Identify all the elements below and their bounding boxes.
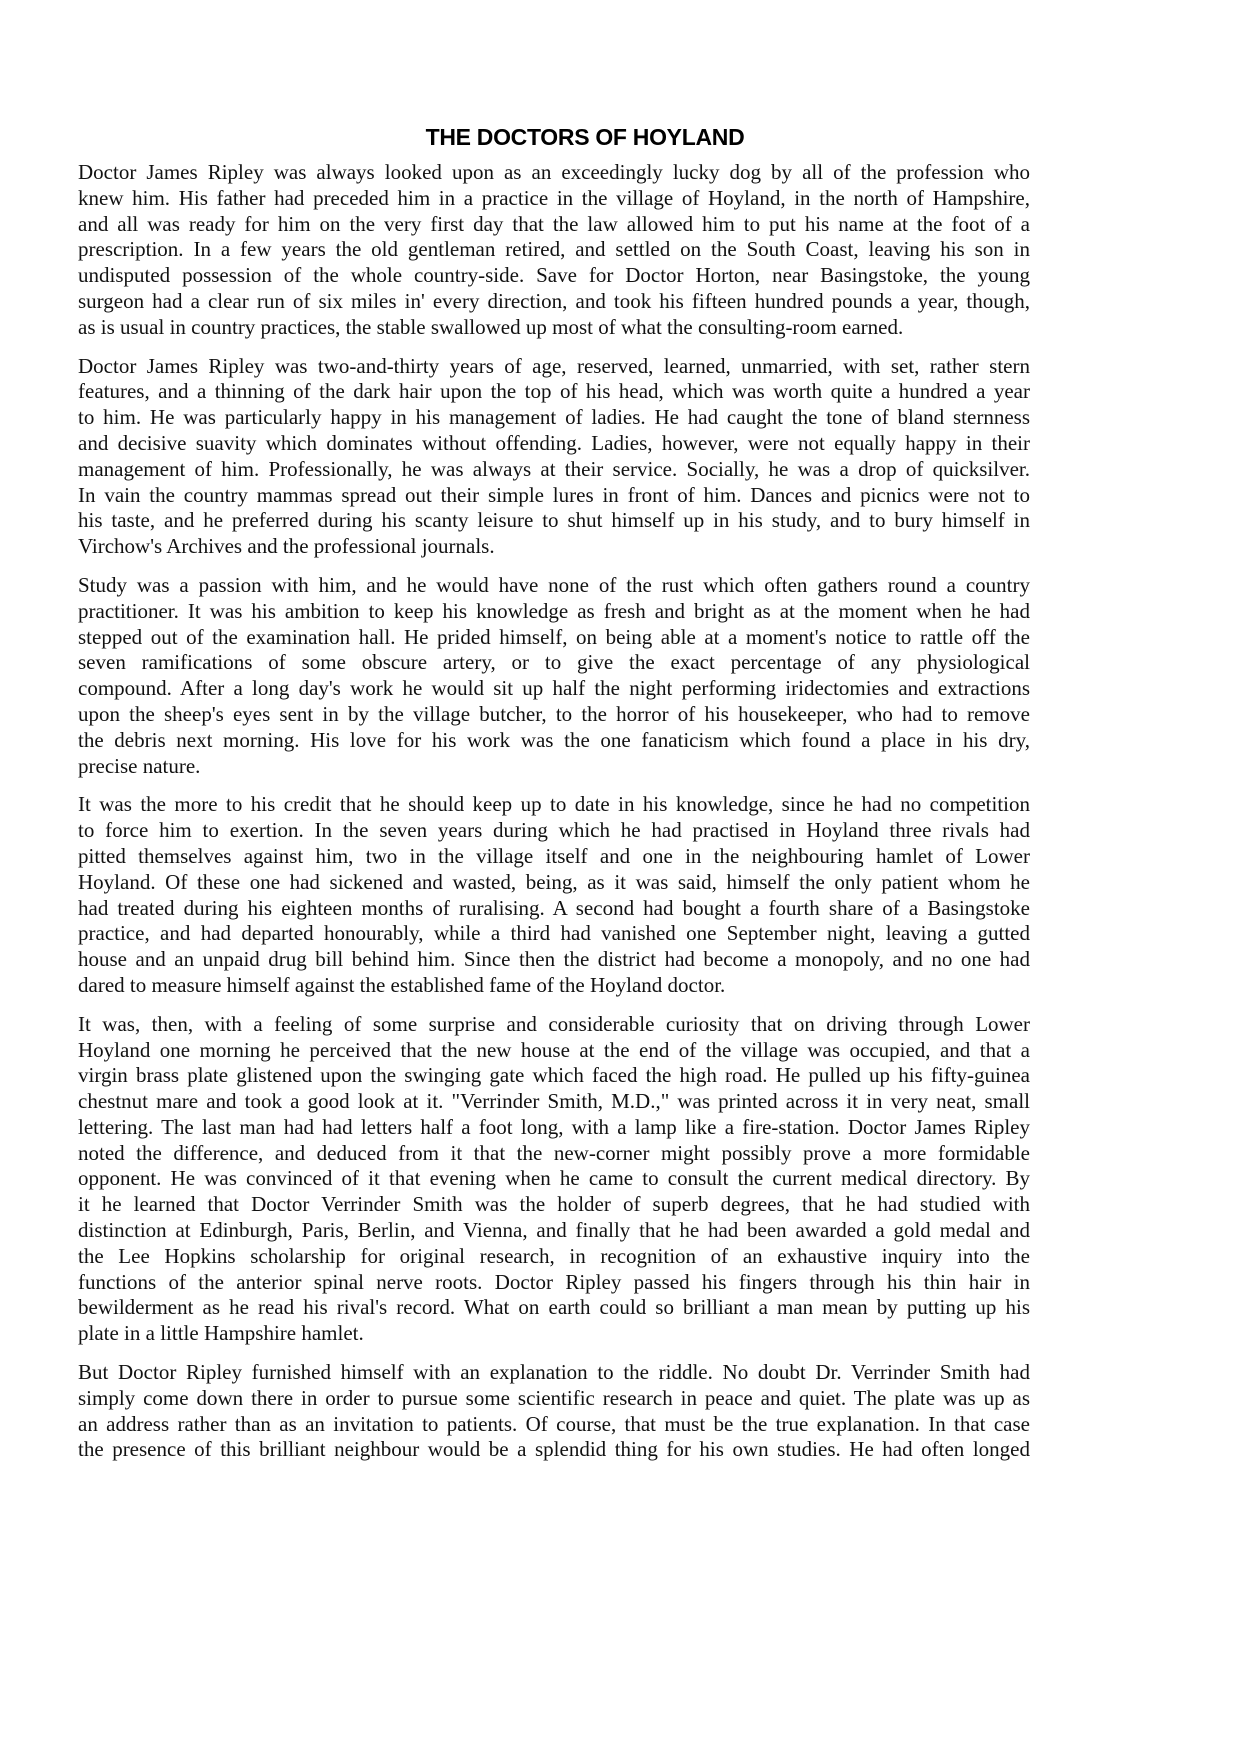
text-line: his taste, and he preferred during his scanty leisure to shut himself up in his study, and to bury himself in: [78, 508, 1030, 533]
text-line: Doctor James Ripley was always looked upon as an exceedingly lucky dog by all of the profession who: [78, 160, 1030, 184]
paragraph: [78, 792, 1030, 998]
text-line: to force him to exertion. In the seven years during which he had practised in Hoyland three rivals had: [78, 818, 1030, 843]
text-line: it he learned that Doctor Verrinder Smith was the holder of superb degrees, that he had studied with: [78, 1192, 1030, 1217]
text-line: noted the difference, and deduced from it that the new-corner might possibly prove a more formidable: [78, 1140, 1030, 1165]
text-line: pitted themselves against him, two in the village itself and one in the neighbouring hamlet of Lower: [78, 843, 1030, 868]
text-line: seven ramifications of some obscure artery, or to give the exact percentage of any physiological: [78, 650, 1030, 675]
text-line: had treated during his eighteen months of ruralising. A second had bought a fourth share of a Basingstoke: [78, 895, 1030, 920]
text-line: In vain the country mammas spread out their simple lures in front of him. Dances and picnics were not to: [78, 482, 1030, 507]
text-line: Study was a passion with him, and he would have none of the rust which often gathers round a country: [78, 572, 1030, 597]
text-line: and decisive suavity which dominates without offending. Ladies, however, were not equally happy in their: [78, 430, 1030, 455]
text-line: the presence of this brilliant neighbour would be a splendid thing for his own studies. He had often longed: [78, 1437, 1030, 1462]
text-line: precise nature.: [78, 753, 201, 778]
text-line: virgin brass plate glistened upon the swinging gate which faced the high road. He pulled up his fifty-guinea: [78, 1063, 1030, 1088]
text-line: bewilderment as he read his rival's record. What on earth could so brilliant a man mean by putting up his: [78, 1295, 1030, 1320]
text-line: It was, then, with a feeling of some surprise and considerable curiosity that on driving through Lower: [78, 1011, 1030, 1036]
text-line: Hoyland one morning he perceived that the new house at the end of the village was occupied, and that a: [78, 1037, 1030, 1062]
text-line: compound. After a long day's work he would sit up half the night performing iridectomies and extractions: [78, 676, 1030, 701]
paragraph: [78, 160, 1030, 341]
text-line: an address rather than as an invitation to patients. Of course, that must be the true explanation. In that case: [78, 1411, 1030, 1436]
document-title: THE DOCTORS OF HOYLAND: [425, 124, 745, 150]
paragraph: [78, 573, 1030, 779]
text-line: undisputed possession of the whole country-side. Save for Doctor Horton, near Basingstoke, the young: [78, 263, 1030, 288]
text-line: upon the sheep's eyes sent in by the village butcher, to the horror of his housekeeper, who had to remove: [78, 701, 1030, 726]
text-line: Hoyland. Of these one had sickened and wasted, being, as it was said, himself the only patient whom he: [78, 869, 1030, 894]
text-line: Virchow's Archives and the professional journals.: [78, 534, 495, 559]
text-line: prescription. In a few years the old gentleman retired, and settled on the South Coast, leaving his son in: [78, 237, 1030, 262]
text-line: opponent. He was convinced of it that evening when he came to consult the current medical directory. By: [78, 1166, 1030, 1191]
text-line: house and an unpaid drug bill behind him. Since then the district had become a monopoly, and no one had: [78, 947, 1030, 972]
text-line: simply come down there in order to pursue some scientific research in peace and quiet. The plate was up as: [78, 1385, 1030, 1410]
text-line: stepped out of the examination hall. He prided himself, on being able at a moment's notice to rattle off the: [78, 624, 1030, 649]
paragraph: [78, 1012, 1030, 1347]
text-line: the debris next morning. His love for his work was the one fanaticism which found a place in his dry,: [78, 727, 1030, 752]
text-line: as is usual in country practices, the stable swallowed up most of what the consulting-room earned.: [78, 314, 904, 339]
text-line: functions of the anterior spinal nerve roots. Doctor Ripley passed his fingers through his thin hair in: [78, 1269, 1030, 1294]
text-line: to him. He was particularly happy in his management of ladies. He had caught the tone of bland sternness: [78, 405, 1030, 430]
text-line: plate in a little Hampshire hamlet.: [78, 1321, 364, 1346]
text-line: management of him. Professionally, he was always at their service. Socially, he was a drop of quicksilver.: [78, 456, 1030, 481]
text-line: distinction at Edinburgh, Paris, Berlin, and Vienna, and finally that he had been awarded a gold medal and: [78, 1218, 1030, 1243]
text-line: lettering. The last man had had letters half a foot long, with a lamp like a fire-station. Doctor James Ripley: [78, 1114, 1030, 1139]
text-line: surgeon had a clear run of six miles in' every direction, and took his fifteen hundred pounds a year, though,: [78, 288, 1030, 313]
text-line: and all was ready for him on the very first day that the law allowed him to put his name at the foot of a: [78, 211, 1030, 236]
text-line: practitioner. It was his ambition to keep his knowledge as fresh and bright as at the moment when he had: [78, 598, 1030, 623]
document-body: [78, 160, 1030, 1476]
text-line: It was the more to his credit that he should keep up to date in his knowledge, since he had no competition: [78, 792, 1030, 817]
text-line: Doctor James Ripley was two-and-thirty years of age, reserved, learned, unmarried, with set, rather stern: [78, 353, 1030, 378]
text-line: But Doctor Ripley furnished himself with an explanation to the riddle. No doubt Dr. Verrinder Smith had: [78, 1360, 1030, 1385]
text-line: features, and a thinning of the dark hair upon the top of his head, which was worth quite a hundred a year: [78, 379, 1030, 404]
text-line: dared to measure himself against the established fame of the Hoyland doctor.: [78, 972, 726, 997]
paragraph: [78, 1360, 1030, 1463]
paragraph: [78, 354, 1030, 560]
text-line: knew him. His father had preceded him in a practice in the village of Hoyland, in the north of Hampshire,: [78, 185, 1030, 210]
text-line: the Lee Hopkins scholarship for original research, in recognition of an exhaustive inquiry into the: [78, 1243, 1030, 1268]
text-line: chestnut mare and took a good look at it. "Verrinder Smith, M.D.," was printed across it in very neat, small: [78, 1089, 1030, 1114]
text-line: practice, and had departed honourably, while a third had vanished one September night, leaving a gutted: [78, 921, 1030, 946]
